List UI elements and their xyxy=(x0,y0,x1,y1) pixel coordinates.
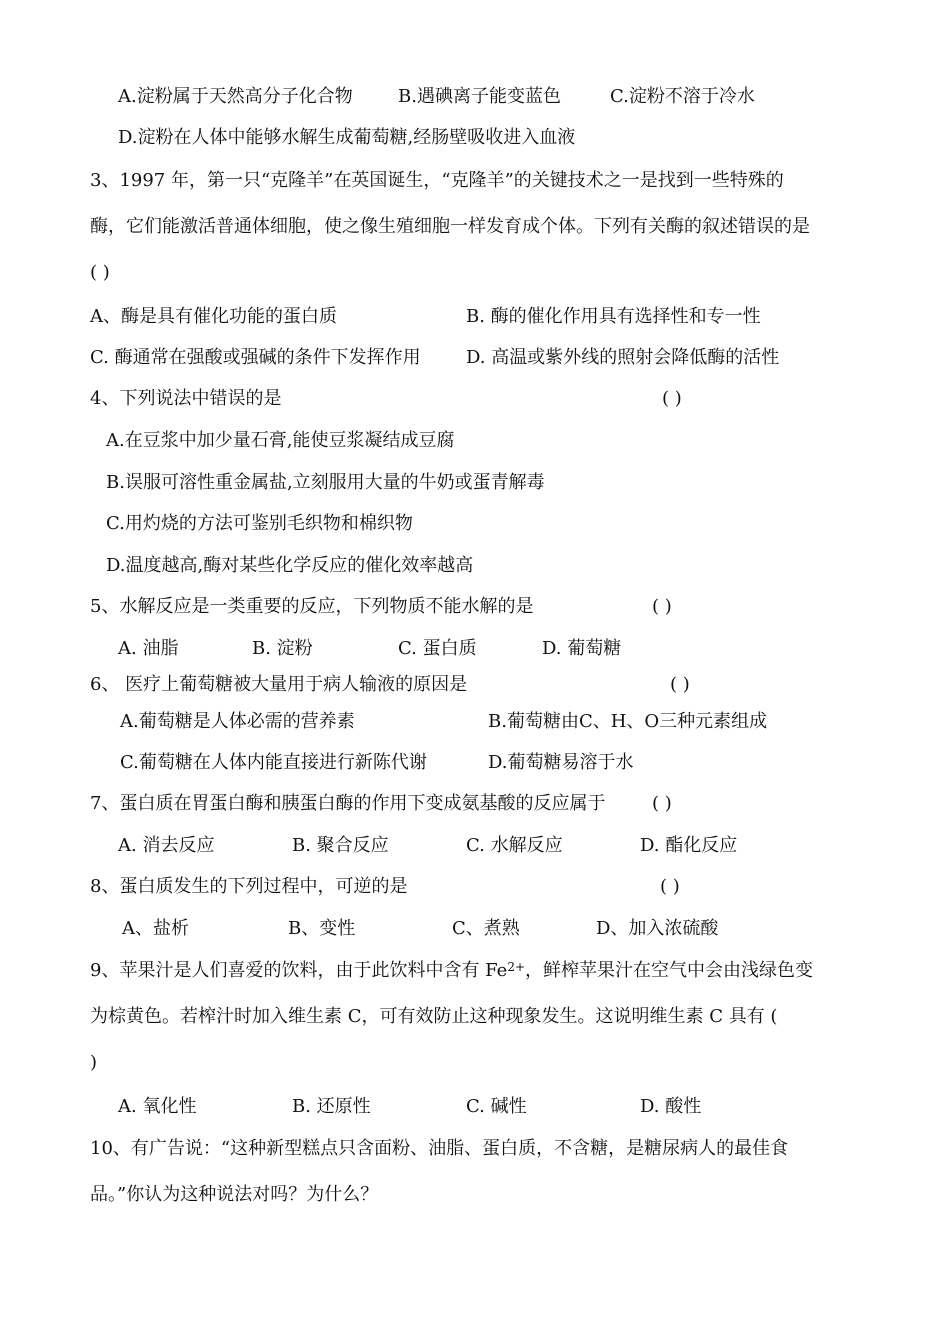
q5-stem: 5、水解反应是一类重要的反应，下列物质不能水解的是 xyxy=(90,596,534,617)
q8-answer-paren: ( ) xyxy=(660,876,680,897)
q9-stem-line-2: 为棕黄色。若榨汁时加入维生素 C，可有效防止这种现象发生。这说明维生素 C 具有 ( xyxy=(90,1006,778,1027)
q6-option-b: B.葡萄糖由C、H、O三种元素组成 xyxy=(488,711,768,732)
q10-stem-line-2: 品。”你认为这种说法对吗？为什么？ xyxy=(90,1184,379,1205)
q3-answer-paren: ( ) xyxy=(90,262,110,283)
q8-option-b: B、变性 xyxy=(288,918,356,939)
q7-answer-paren: ( ) xyxy=(652,793,672,814)
q7-stem: 7、蛋白质在胃蛋白酶和胰蛋白酶的作用下变成氨基酸的反应属于 xyxy=(90,793,606,814)
q5-option-a: A. 油脂 xyxy=(118,638,179,659)
q7-option-a: A. 消去反应 xyxy=(118,835,215,856)
q10-stem-line-1: 10、有广告说：“这种新型糕点只含面粉、油脂、蛋白质，不含糖，是糖尿病人的最佳食 xyxy=(90,1138,789,1159)
q9-stem-line-3: ) xyxy=(90,1052,98,1073)
q2-option-d: D.淀粉在人体中能够水解生成葡萄糖,经肠壁吸收进入血液 xyxy=(118,127,576,148)
q4-option-d: D.温度越高,酶对某些化学反应的催化效率越高 xyxy=(106,555,474,576)
q3-option-a: A、酶是具有催化功能的蛋白质 xyxy=(90,306,337,327)
q9-stem-line-1 xyxy=(90,960,813,982)
q8-option-d: D、加入浓硫酸 xyxy=(596,918,719,939)
q7-option-c: C. 水解反应 xyxy=(466,835,563,856)
q5-option-c: C. 蛋白质 xyxy=(398,638,477,659)
q3-stem-line-2: 酶，它们能激活普通体细胞，使之像生殖细胞一样发育成个体。下列有关酶的叙述错误的是 xyxy=(90,216,810,237)
q7-option-d: D. 酯化反应 xyxy=(640,835,738,856)
q4-option-b: B.误服可溶性重金属盐,立刻服用大量的牛奶或蛋青解毒 xyxy=(106,472,545,493)
q3-option-d: D. 高温或紫外线的照射会降低酶的活性 xyxy=(466,347,780,368)
q8-option-c: C、煮熟 xyxy=(452,918,520,939)
q2-option-a: A.淀粉属于天然高分子化合物 xyxy=(118,86,353,107)
q5-answer-paren: ( ) xyxy=(652,596,672,617)
q3-stem-line-1: 3、1997 年，第一只“克隆羊”在英国诞生，“克隆羊”的关键技术之一是找到一些特殊的 xyxy=(90,170,784,191)
q2-option-c: C.淀粉不溶于冷水 xyxy=(610,86,755,107)
q6-option-d: D.葡萄糖易溶于水 xyxy=(488,752,634,773)
q3-option-b: B. 酶的催化作用具有选择性和专一性 xyxy=(466,306,761,327)
q6-option-c: C.葡萄糖在人体内能直接进行新陈代谢 xyxy=(120,752,427,773)
q4-option-a: A.在豆浆中加少量石膏,能使豆浆凝结成豆腐 xyxy=(106,430,455,451)
q7-option-b: B. 聚合反应 xyxy=(292,835,389,856)
q5-option-b: B. 淀粉 xyxy=(252,638,313,659)
q9-stem-line-1-text: 9、苹果汁是人们喜爱的饮料，由于此饮料中含有 Fe xyxy=(90,960,508,981)
q3-option-c: C. 酶通常在强酸或强碱的条件下发挥作用 xyxy=(90,347,421,368)
q4-stem: 4、下列说法中错误的是 xyxy=(90,388,282,409)
q9-option-b: B. 还原性 xyxy=(292,1096,371,1117)
q4-answer-paren: ( ) xyxy=(662,388,682,409)
q6-option-a: A.葡萄糖是人体必需的营养素 xyxy=(120,711,355,732)
q5-option-d: D. 葡萄糖 xyxy=(542,638,622,659)
iron-ion-charge: 2+ xyxy=(507,960,526,974)
q4-option-c: C.用灼烧的方法可鉴别毛织物和棉织物 xyxy=(106,513,413,534)
q8-option-a: A、盐析 xyxy=(122,918,189,939)
q6-answer-paren: ( ) xyxy=(670,674,690,695)
q8-stem: 8、蛋白质发生的下列过程中，可逆的是 xyxy=(90,876,408,897)
q9-option-c: C. 碱性 xyxy=(466,1096,527,1117)
q6-stem: 6、 医疗上葡萄糖被大量用于病人输液的原因是 xyxy=(90,674,468,695)
q9-option-a: A. 氧化性 xyxy=(118,1096,197,1117)
q2-option-b: B.遇碘离子能变蓝色 xyxy=(398,86,561,107)
q9-stem-line-1-rest: ，鲜榨苹果汁在空气中会由浅绿色变 xyxy=(525,960,814,981)
q9-option-d: D. 酸性 xyxy=(640,1096,702,1117)
